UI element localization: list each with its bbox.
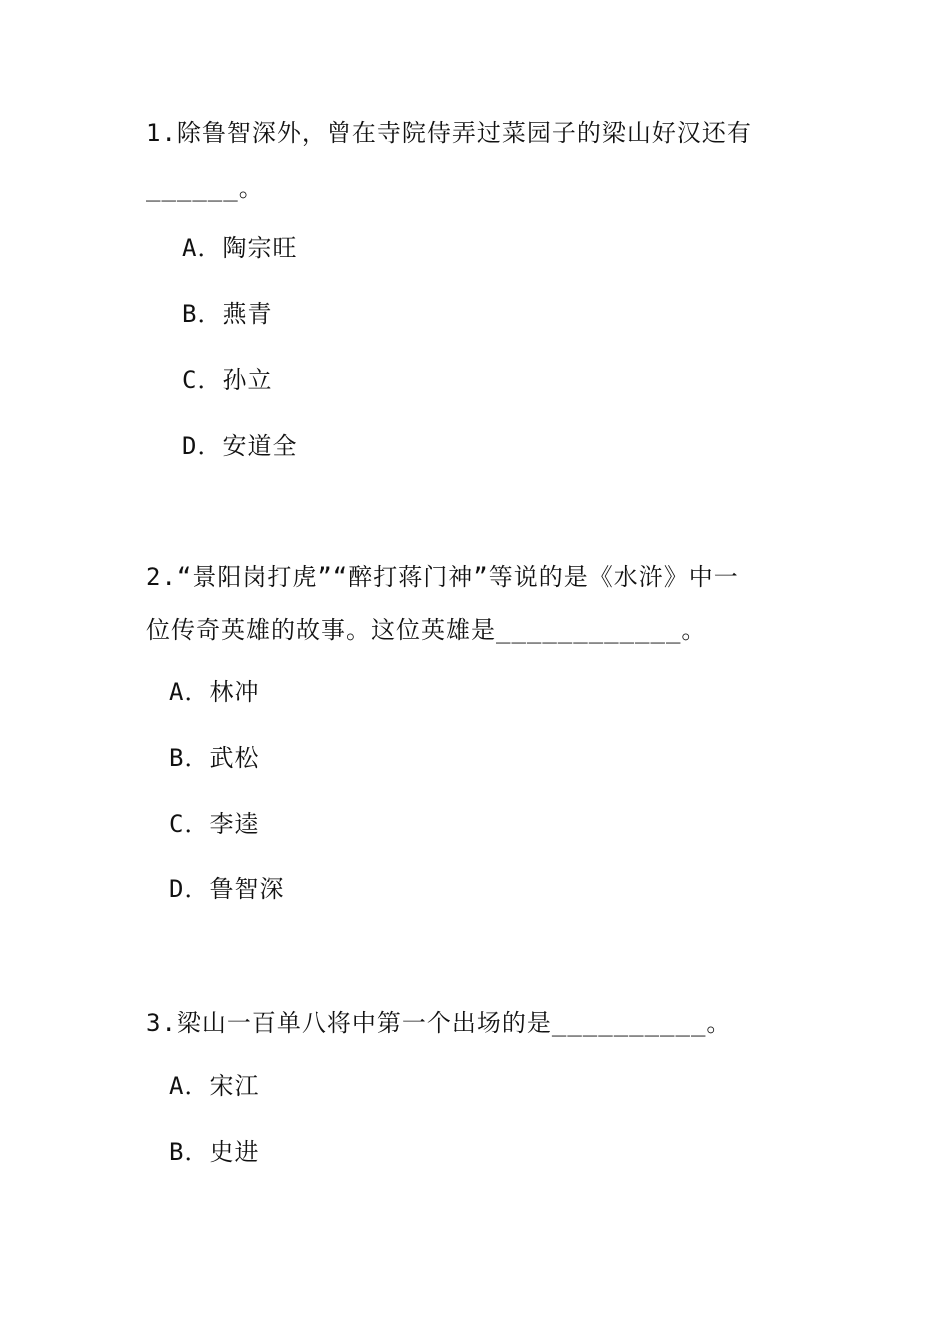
question-1-option-c: C．孙立	[182, 366, 273, 394]
question-1-line-1: 1.除鲁智深外，曾在寺院侍弄过菜园子的梁山好汉还有	[146, 119, 752, 147]
question-2-option-a: A．林冲	[169, 678, 260, 706]
question-3-option-b: B．史进	[169, 1138, 260, 1166]
question-1-option-b: B．燕青	[182, 300, 273, 328]
question-2-option-d: D．鲁智深	[169, 875, 285, 903]
question-2-option-b: B．武松	[169, 744, 260, 772]
question-1-option-a: A．陶宗旺	[182, 234, 298, 262]
question-3-option-a: A．宋江	[169, 1072, 260, 1100]
question-3-line-1: 3.梁山一百单八将中第一个出场的是__________。	[146, 1009, 732, 1037]
question-1-option-d: D．安道全	[182, 432, 298, 460]
question-2-line-2: 位传奇英雄的故事。这位英雄是____________。	[146, 616, 707, 644]
question-1-line-2: ______。	[146, 174, 264, 202]
question-2-line-1: 2.“景阳岗打虎”“醉打蒋门神”等说的是《水浒》中一	[146, 563, 739, 591]
question-2-option-c: C．李逵	[169, 810, 260, 838]
